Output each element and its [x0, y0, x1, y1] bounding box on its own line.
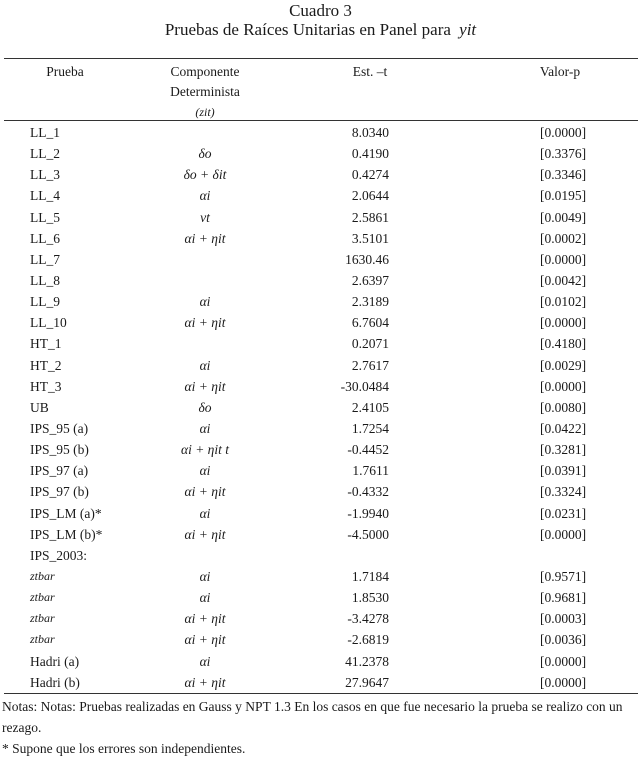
table-row [0, 355, 641, 376]
cell-pvalue: [0.0102] [540, 294, 587, 310]
header-prueba: Prueba [46, 64, 84, 79]
title-block [0, 0, 641, 40]
cell-test: Hadri (b) [30, 674, 80, 690]
cell-estimate: -30.0484 [340, 378, 389, 394]
table-row [0, 608, 641, 629]
note-2: * Supone que los errores son independientes. [2, 741, 246, 756]
cell-component: αi [199, 568, 211, 584]
note-1: Notas: Notas: Pruebas realizadas en Gauss y NPT 1.3 En los casos en que fue necesario la prueba se realizo con un rezago. [2, 699, 623, 735]
cell-test: LL_10 [30, 315, 67, 331]
cell-test: LL_3 [30, 167, 60, 183]
header-componente-2: Determinista [170, 84, 240, 99]
cell-component: δo + δit [183, 167, 227, 183]
cell-estimate: 8.0340 [351, 125, 389, 140]
table-row [0, 143, 641, 164]
cell-estimate: 2.4105 [351, 399, 389, 415]
cell-test: ztbar [30, 632, 55, 647]
table-row [0, 481, 641, 502]
cell-estimate: -4.5000 [347, 526, 389, 542]
cell-component: αi [199, 653, 211, 669]
table-row [0, 587, 641, 608]
table-row [0, 460, 641, 481]
cell-pvalue: [0.0391] [540, 463, 587, 479]
table-row [0, 397, 641, 418]
cell-component: αi [199, 505, 211, 521]
cell-component: αi + ηit [184, 526, 226, 542]
cell-estimate: 2.0644 [351, 188, 389, 204]
cell-pvalue: [0.0002] [540, 230, 587, 246]
cell-pvalue: [0.0000] [540, 378, 587, 394]
cell-component: αi + ηit [184, 674, 226, 690]
cell-pvalue: [0.3376] [540, 146, 587, 162]
cell-pvalue: [0.0000] [540, 125, 587, 140]
cell-pvalue: [0.9681] [540, 590, 587, 606]
cell-pvalue: [0.4180] [540, 336, 587, 352]
cell-estimate: 0.2071 [351, 336, 389, 352]
table-row [0, 376, 641, 397]
table-row [0, 312, 641, 333]
cell-component: αi + ηit [184, 632, 226, 648]
cell-test: ztbar [30, 611, 55, 626]
cell-pvalue: [0.0000] [540, 674, 587, 690]
cell-test: LL_2 [30, 146, 60, 162]
cell-test: LL_9 [30, 294, 60, 310]
cell-test: LL_6 [30, 230, 60, 246]
cell-pvalue: [0.3324] [540, 484, 587, 500]
cell-test: HT_2 [30, 357, 62, 373]
cell-component: αi + ηit [184, 611, 226, 627]
subtitle-variable: yit [459, 20, 477, 39]
cell-pvalue: [0.3281] [540, 442, 587, 458]
cell-pvalue: [0.9571] [540, 568, 587, 584]
cell-test: LL_4 [30, 188, 60, 204]
cell-estimate: 3.5101 [351, 230, 389, 246]
cell-estimate: -3.4278 [347, 611, 389, 627]
cell-component: αi [199, 420, 211, 436]
cell-test: IPS_97 (b) [30, 484, 89, 500]
cell-component: αi + ηit [184, 315, 226, 331]
cell-test: IPS_LM (a)* [30, 505, 102, 521]
header-componente-1: Componente [170, 64, 240, 79]
table-row [0, 672, 641, 693]
cell-component: αi [199, 294, 211, 310]
cell-pvalue: [0.0003] [540, 611, 587, 627]
cell-pvalue: [0.0000] [540, 251, 587, 267]
cell-estimate: 6.7604 [351, 315, 389, 331]
cell-estimate: -0.4452 [347, 442, 389, 458]
cell-component: vt [200, 209, 210, 225]
cell-pvalue: [0.0042] [540, 272, 587, 288]
table-subtitle [0, 20, 641, 40]
cell-estimate: 0.4190 [351, 146, 389, 162]
table-row [0, 164, 641, 185]
header-rule [4, 120, 638, 121]
cell-estimate: 1.7184 [351, 568, 389, 584]
table-row [0, 418, 641, 439]
cell-pvalue: [0.0049] [540, 209, 587, 225]
table-row [0, 503, 641, 524]
cell-test: LL_7 [30, 251, 60, 267]
cell-test: LL_1 [30, 125, 60, 140]
cell-estimate: 1.7254 [351, 420, 389, 436]
cell-test: LL_8 [30, 272, 60, 288]
cell-component: αi [199, 463, 211, 479]
table-row [0, 524, 641, 545]
cell-test: IPS_95 (a) [30, 420, 89, 436]
notes [2, 696, 638, 759]
cell-test: IPS_95 (b) [30, 442, 89, 458]
table-row [0, 291, 641, 312]
bottom-rule [4, 693, 638, 694]
table-row [0, 228, 641, 249]
cell-estimate: 2.7617 [351, 357, 389, 373]
cell-estimate: 1.7611 [352, 463, 389, 479]
cell-test: IPS_2003: [30, 547, 88, 563]
cell-pvalue: [0.0422] [540, 420, 587, 436]
cell-test: UB [30, 399, 49, 415]
cell-component: δo [198, 146, 212, 162]
cell-estimate: -0.4332 [347, 484, 389, 500]
cell-component: αi + ηit [184, 378, 226, 394]
cell-pvalue: [0.0000] [540, 315, 587, 331]
header-pval: Valor-p [539, 64, 581, 79]
cell-component: αi + ηit [184, 230, 226, 246]
table-row [0, 439, 641, 460]
cell-component: αi [199, 590, 211, 606]
cell-estimate: 1630.46 [345, 251, 389, 267]
cell-component: αi [199, 188, 211, 204]
subtitle-text: Pruebas de Raíces Unitarias en Panel para [164, 20, 451, 39]
table-row [0, 333, 641, 354]
cell-component: αi + ηit [184, 484, 226, 500]
table-row [0, 249, 641, 270]
cell-pvalue: [0.0036] [540, 632, 587, 648]
cell-component: αi [199, 357, 211, 373]
cell-pvalue: [0.0000] [540, 526, 587, 542]
table-row [0, 270, 641, 291]
table-row [0, 566, 641, 587]
cell-estimate: 0.4274 [351, 167, 389, 183]
table-title: Cuadro 3 [289, 1, 352, 20]
cell-component: αi + ηit t [180, 442, 230, 458]
cell-pvalue: [0.0000] [540, 653, 587, 669]
cell-test: IPS_97 (a) [30, 463, 89, 479]
table-row [0, 207, 641, 228]
cell-estimate: 2.3189 [351, 294, 389, 310]
cell-component: δo [198, 399, 212, 415]
cell-pvalue: [0.0029] [540, 357, 587, 373]
cell-estimate: -1.9940 [347, 505, 389, 521]
cell-estimate: 27.9647 [345, 674, 389, 690]
cell-estimate: 1.8530 [351, 590, 389, 606]
cell-test: LL_5 [30, 209, 60, 225]
cell-pvalue: [0.0080] [540, 399, 587, 415]
table-row [0, 629, 641, 650]
cell-estimate: 2.6397 [351, 272, 389, 288]
cell-pvalue: [0.0231] [540, 505, 587, 521]
cell-estimate: -2.6819 [347, 632, 389, 648]
table-row [0, 545, 641, 566]
cell-test: HT_3 [30, 378, 62, 394]
cell-test: ztbar [30, 590, 55, 605]
header-est: Est. –t [352, 64, 388, 79]
cell-test: Hadri (a) [30, 653, 80, 669]
cell-estimate: 2.5861 [351, 209, 389, 225]
cell-pvalue: [0.0195] [540, 188, 587, 204]
cell-test: IPS_LM (b)* [30, 526, 103, 542]
cell-test: HT_1 [30, 336, 62, 352]
table-row [0, 651, 641, 672]
table-row [0, 122, 641, 143]
cell-test: ztbar [30, 568, 55, 583]
table-row [0, 185, 641, 206]
cell-pvalue: [0.3346] [540, 167, 587, 183]
top-rule [4, 58, 638, 59]
table-body [0, 122, 641, 693]
cell-estimate: 41.2378 [345, 653, 389, 669]
header-componente-3: (zit) [195, 105, 215, 119]
